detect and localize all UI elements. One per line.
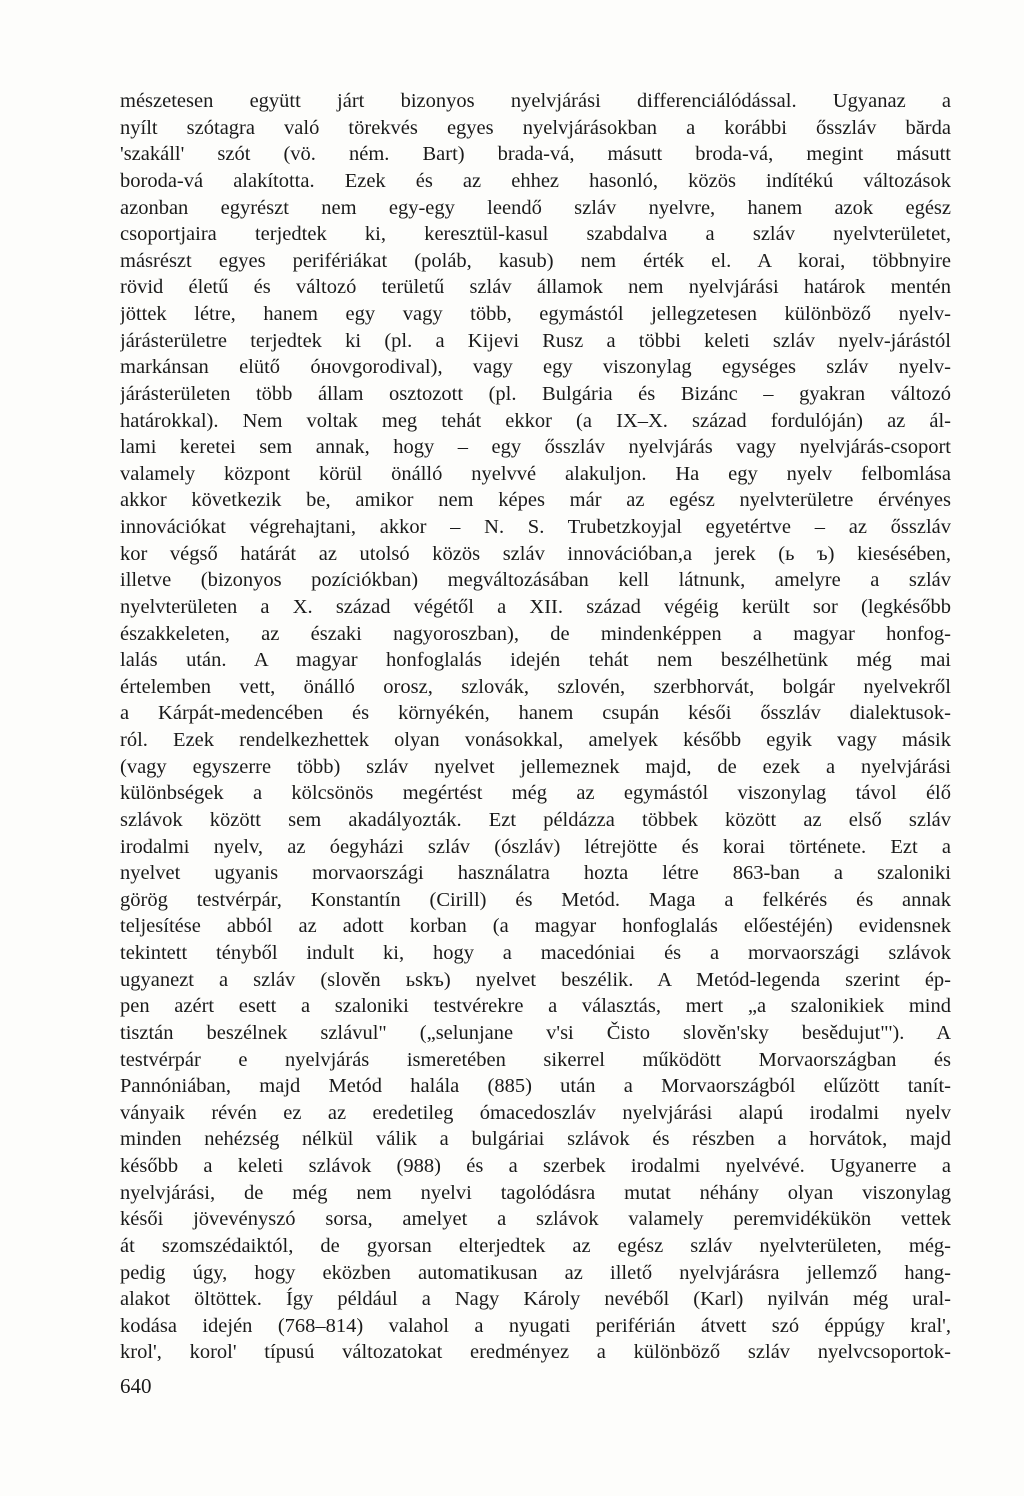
text-line: ványaik révén ez az eredetileg ómacedoszláv nyelvjárási alapú irodalmi nyelv [120,1101,951,1124]
text-line: Pannóniában, majd Metód halála (885) után a Morvaországból elűzött tanít- [120,1075,951,1098]
text-line: tekintett tényből indult ki, hogy a macedóniai és a morvaországi szlávok [120,942,951,964]
text-line: illetve (bizonyos pozíciókban) megváltozásában kell látnunk, amelyre a szláv [120,569,951,592]
text-line: pen azért esett a szaloniki testvérekre a választás, mert „a szalonikiek mind [120,995,951,1018]
text-line: északkeleten, az északi nagyoroszban), de mindenképpen a magyar honfog- [120,622,951,645]
text-line: (vagy egyszerre több) szláv nyelvet jellemeznek majd, de ezek a nyelvjárási [120,755,951,778]
text-line: járásterületre terjedtek ki (pl. a Kijevi Rusz a többi keleti szláv nyelv-járástól [120,329,951,352]
text-line: nyelvjárási, de még nem nyelvi tagolódásra mutat néhány olyan viszonylag [120,1181,951,1204]
text-line: lami keretei sem annak, hogy – egy ősszláv nyelvjárás vagy nyelvjárás-csoport [120,436,951,459]
text-line: különbségek a kölcsönös megértést még az egymástól viszonylag távol élő [120,782,951,805]
text-line: 'szakáll' szót (vö. ném. Bart) brada-vá, másutt broda-vá, megint másutt [120,143,951,166]
text-line: akkor következik be, amikor nem képes már az egész nyelvterületre érvényes [120,489,951,512]
text-line: a Kárpát-medencében és környékén, hanem csupán késői ősszláv dialektusok- [120,702,951,725]
text-line: határokkal). Nem voltak meg tehát ekkor (a IX–X. század fordulóján) az ál- [120,409,951,432]
text-line: értelemben vett, önálló orosz, szlovák, szlovén, szerbhorvát, bolgár nyelvekről [120,675,951,698]
text-line: lalás után. A magyar honfoglalás idején tehát nem beszélhetünk még mai [120,649,951,672]
text-line: nyelvterületen a X. század végétől a XII. század végéig került sor (legkésőbb [120,595,951,618]
text-line: innovációkat végrehajtani, akkor – N. S. Trubetzkoyjal egyetértve – az ősszláv [120,516,951,538]
text-line: tisztán beszélnek szlávul" („selunjane v'si Čisto slověn'sky besědujut"'). A [120,1021,951,1044]
text-line: irodalmi nyelv, az óegyházi szláv (ószláv) létrejötte és korai története. Ezt a [120,835,951,858]
page-number: 640 [120,1374,152,1398]
text-line: később a keleti szlávok (988) és a szerbek irodalmi nyelvévé. Ugyanerre a [120,1155,951,1177]
text-line: pedig úgy, hogy eközben automatikusan az illető nyelvjárásra jellemző hang- [120,1261,951,1284]
text-line: másrészt egyes perifériákat (poláb, kasub) nem érték el. A korai, többnyire [120,249,951,272]
text-line: kodása idején (768–814) valahol a nyugati periférián átvett szó éppúgy kral', [120,1314,951,1337]
text-line: krol', korol' típusú változatokat eredményez a különböző szláv nyelvcsoportok- [120,1341,951,1364]
text-line: nyílt szótagra való törekvés egyes nyelvjárásokban a korábbi ősszláv bărda [120,116,951,139]
text-line: minden nehézség nélkül válik a bulgáriai szlávok és részben a horvátok, majd [120,1128,951,1151]
text-line: csoportjaira terjedtek ki, keresztül-kasul szabdalva a szláv nyelvterületet, [120,223,951,246]
text-line: nyelvet ugyanis morvaországi használatra hozta létre 863-ban a szaloniki [120,862,951,885]
text-line: jöttek létre, hanem egy vagy több, egymástól jellegzetesen különböző nyelv- [120,303,951,325]
text-line: rövid életű és változó területű szláv államok nem nyelvjárási határok mentén [120,276,951,299]
text-line: görög testvérpár, Konstantín (Cirill) és Metód. Maga a felkérés és annak [120,888,951,911]
body-text [120,88,951,1366]
text-line: ugyanezt a szláv (slověn ьskъ) nyelvet beszélik. A Metód-legenda szerint ép- [120,968,951,991]
text-line: kor végső határát az utolsó közös szláv innovációban,a jerek (ь ъ) kiesésében, [120,542,951,565]
text-line: azonban egyrészt nem egy-egy leendő szláv nyelvre, hanem azok egész [120,196,951,219]
text-line: testvérpár e nyelvjárás ismeretében sikerrel működött Morvaországban és [120,1048,951,1071]
text-line: szlávok között sem akadályozták. Ezt példázza többek között az első szláv [120,808,951,831]
text-line: mészetesen együtt járt bizonyos nyelvjárási differenciálódással. Ugyanaz a [120,90,951,112]
text-line: késői jövevényszó sorsa, amelyet a szlávok valamely peremvidékükön vettek [120,1208,951,1231]
text-line: alakot öltöttek. Így például a Nagy Károly nevéből (Karl) nyilván még ural- [120,1288,951,1311]
text-line: ról. Ezek rendelkezhettek olyan vonásokkal, amelyek később egyik vagy másik [120,729,951,751]
text-line: járásterületen több állam osztozott (pl. Bulgária és Bizánc – gyakran változó [120,382,951,405]
text-line: markánsan elütő óнovgorodival), vagy egy viszonylag egységes szláv nyelv- [120,356,951,379]
text-line: valamely központ körül önálló nyelvvé alakuljon. Ha egy nyelv felbomlása [120,462,951,485]
text-line: át szomszédaiktól, de gyorsan elterjedtek az egész szláv nyelvterületen, még- [120,1234,951,1257]
text-line: teljesítése abból az adott korban (a magyar honfoglalás előestéjén) evidensnek [120,915,951,938]
text-line: boroda-vá alakította. Ezek és az ehhez hasonló, közös indítékú változások [120,169,951,192]
